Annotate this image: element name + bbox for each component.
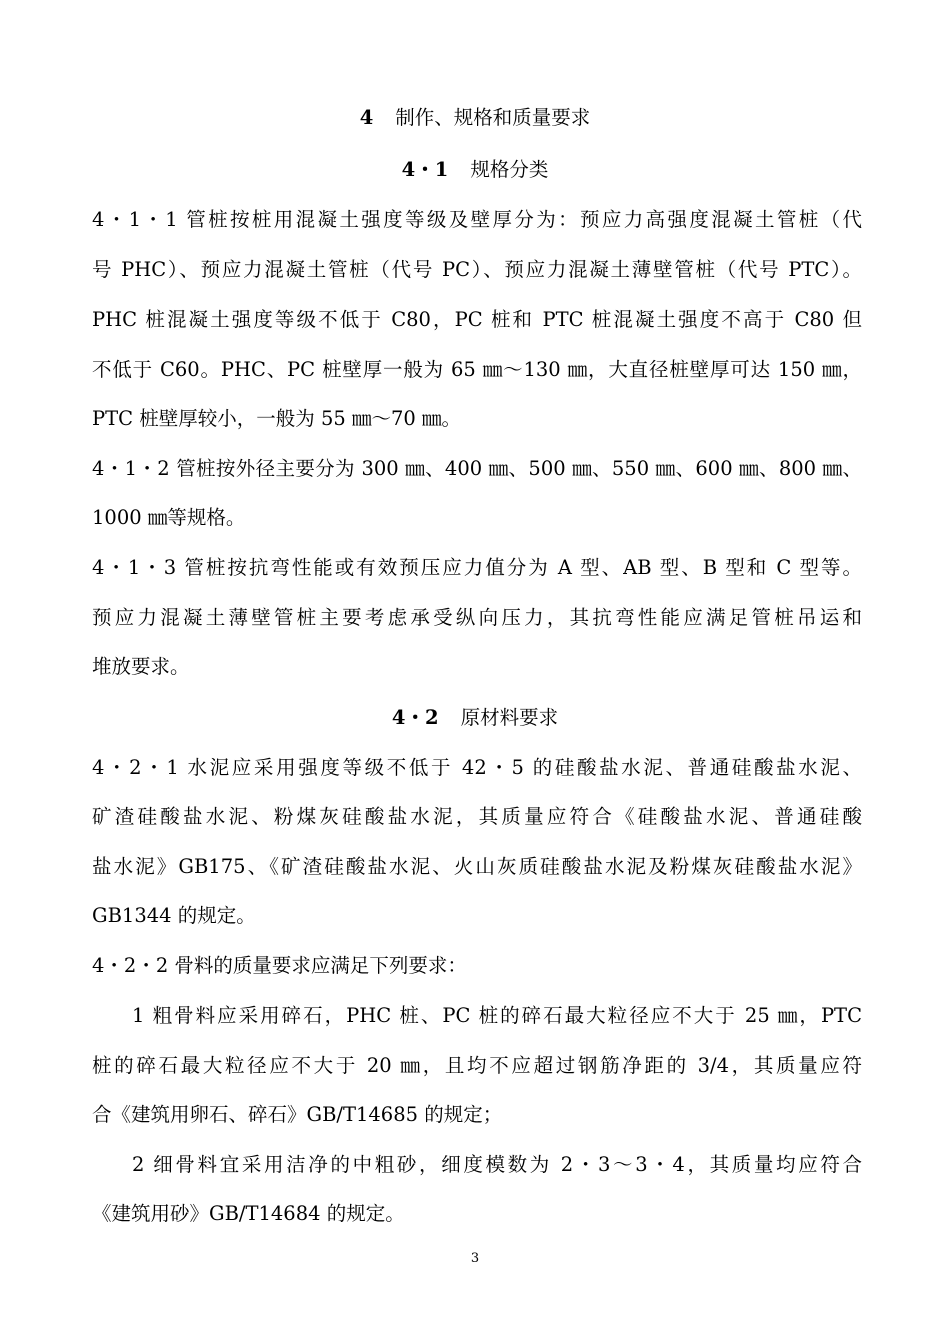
text-line: 《建筑用砂》GB/T14684 的规定。: [92, 1202, 405, 1225]
section-heading-4-1: [0, 155, 950, 185]
text-line: 4・2・2 骨料的质量要求应满足下列要求：: [92, 954, 467, 977]
text-line: PTC 桩壁厚较小，一般为 55 ㎜～70 ㎜。: [92, 407, 461, 430]
text-line: 合《建筑用卵石、碎石》GB/T14685 的规定；: [92, 1103, 503, 1126]
text-line: 不低于 C60。PHC、PC 桩壁厚一般为 65 ㎜～130 ㎜，大直径桩壁厚可达 150 ㎜，: [92, 358, 862, 381]
text-line: 盐水泥》GB175、《矿渣硅酸盐水泥、火山灰质硅酸盐水泥及粉煤灰硅酸盐水泥》: [92, 855, 862, 878]
page-number: 3: [470, 1251, 480, 1266]
text-line: 4・2・1 水泥应采用强度等级不低于 42・5 的硅酸盐水泥、普通硅酸盐水泥、: [92, 756, 862, 779]
text-line: 1000 ㎜等规格。: [92, 506, 246, 529]
chapter-number: 4: [359, 106, 374, 129]
chapter-heading: [0, 103, 950, 133]
text-line: 4・1・3 管桩按抗弯性能或有效预压应力值分为 A 型、AB 型、B 型和 C 型等。: [92, 556, 862, 579]
text-line: 4・1・1 管桩按桩用混凝土强度等级及壁厚分为：预应力高强度混凝土管桩（代: [92, 208, 862, 231]
section-number: 4・1: [401, 158, 449, 181]
text-line: 1 粗骨料应采用碎石，PHC 桩、PC 桩的碎石最大粒径应不大于 25 ㎜，PTC: [132, 1004, 862, 1027]
section-title: 原材料要求: [460, 706, 559, 729]
text-line: 预应力混凝土薄壁管桩主要考虑承受纵向压力，其抗弯性能应满足管桩吊运和: [92, 606, 862, 629]
text-line: 矿渣硅酸盐水泥、粉煤灰硅酸盐水泥，其质量应符合《硅酸盐水泥、普通硅酸: [92, 805, 862, 828]
text-line: GB1344 的规定。: [92, 904, 256, 927]
section-title: 规格分类: [470, 158, 549, 181]
text-line: 号 PHC）、预应力混凝土管桩（代号 PC）、预应力混凝土薄壁管桩（代号 PTC）。: [92, 258, 862, 281]
text-line: PHC 桩混凝土强度等级不低于 C80，PC 桩和 PTC 桩混凝土强度不高于 C80 但: [92, 308, 862, 331]
section-heading-4-2: [0, 703, 950, 733]
text-line: 4・1・2 管桩按外径主要分为 300 ㎜、400 ㎜、500 ㎜、550 ㎜、600 ㎜、800 ㎜、: [92, 457, 862, 480]
text-line: 2 细骨料宜采用洁净的中粗砂，细度模数为 2・3～3・4，其质量均应符合: [132, 1153, 862, 1176]
text-line: 桩的碎石最大粒径应不大于 20 ㎜，且均不应超过钢筋净距的 3/4，其质量应符: [92, 1054, 862, 1077]
text-line: 堆放要求。: [92, 655, 190, 678]
section-number: 4・2: [391, 706, 439, 729]
chapter-title: 制作、规格和质量要求: [395, 106, 591, 129]
